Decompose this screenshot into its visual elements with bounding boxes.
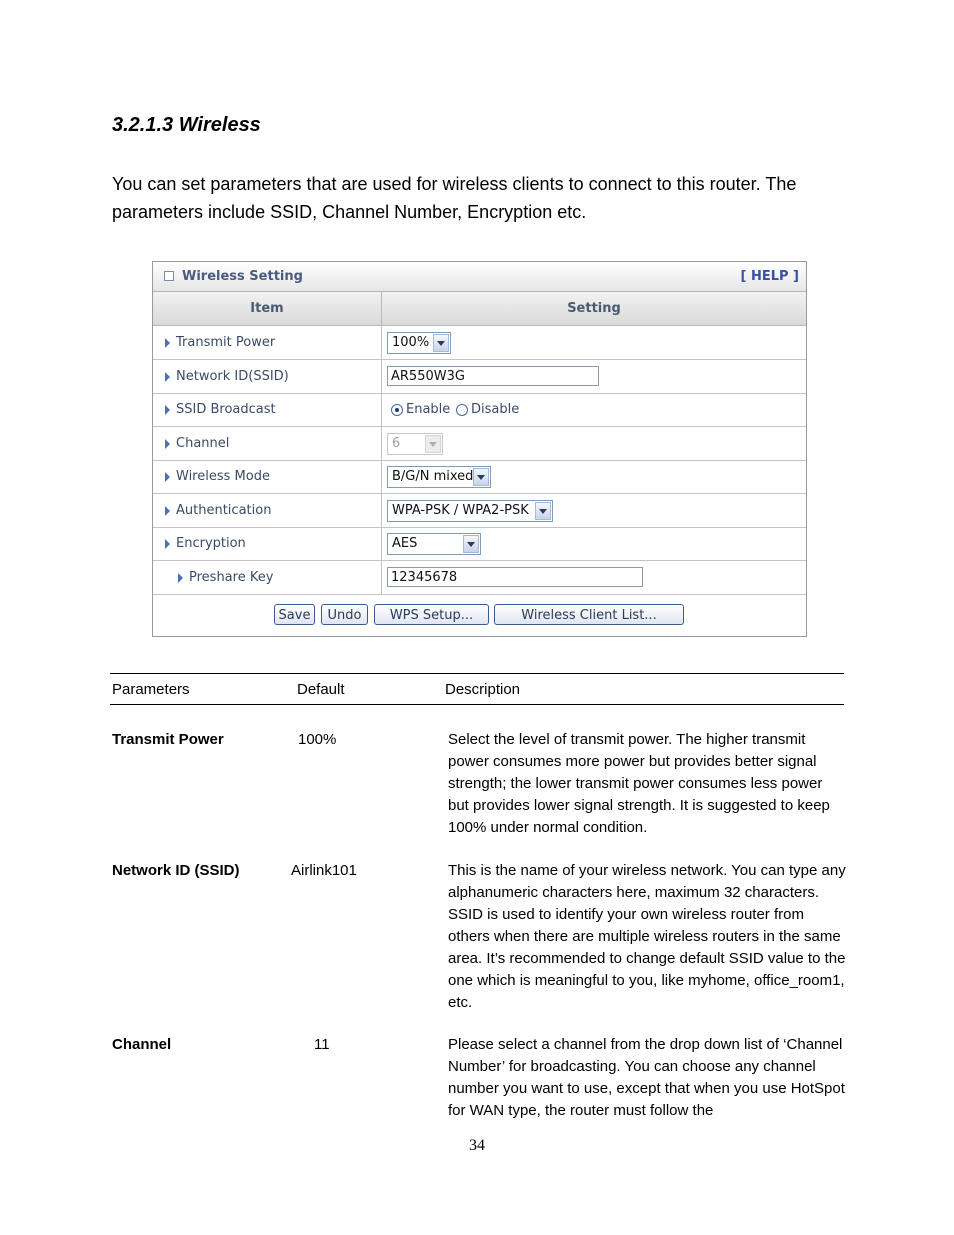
header-default: Default [297, 681, 345, 698]
radio-unselected-icon [456, 404, 468, 416]
preshare-key-input[interactable]: 12345678 [387, 567, 643, 587]
row-label: Network ID(SSID) [176, 368, 289, 384]
row-label: Transmit Power [176, 334, 276, 350]
param-default: 100% [298, 731, 337, 748]
row-encryption [153, 528, 806, 561]
select-value: AES [392, 536, 418, 551]
encryption-select[interactable] [387, 533, 481, 555]
transmit-power-select[interactable] [387, 332, 451, 354]
chevron-down-icon [433, 334, 449, 352]
authentication-select[interactable] [387, 500, 553, 522]
wps-setup-button[interactable]: WPS Setup... [374, 604, 489, 625]
param-name: Channel [112, 1036, 172, 1053]
chevron-down-icon [535, 502, 551, 520]
undo-button[interactable]: Undo [321, 604, 368, 625]
param-name: Network ID (SSID) [112, 862, 240, 879]
param-description: Select the level of transmit power. The higher transmit power consumes more power but provides better signal strength; the lower transmit power consumes less power but provides lower signal strength. It is suggested to keep 100% under normal condition. [448, 731, 830, 836]
param-description: This is the name of your wireless network. You can type any alphanumeric characters here, maximum 32 characters. SSID is used to identify your own wireless router from others when there are multiple wireless routers in the same area. It’s recommended to change default SSID value to the one which is meaningful to you, like myhome, office_room1, etc. [448, 862, 846, 1011]
bullet-arrow-icon [165, 506, 170, 516]
row-preshare-key [153, 561, 806, 595]
param-default: Airlink101 [291, 862, 357, 879]
column-header-setting: Setting [382, 292, 806, 326]
radio-label: Enable [406, 402, 451, 417]
bullet-arrow-icon [165, 539, 170, 549]
panel-header [153, 262, 806, 292]
channel-select [387, 433, 443, 455]
wireless-setting-panel [152, 261, 807, 637]
save-button[interactable]: Save [274, 604, 315, 625]
bullet-arrow-icon [165, 405, 170, 415]
radio-selected-icon [391, 404, 403, 416]
row-ssid [153, 360, 806, 394]
bullet-arrow-icon [165, 372, 170, 382]
intro-paragraph: You can set parameters that are used for wireless clients to connect to this router. The parameters include SSID, Channel Number, Encryption etc. [112, 174, 797, 222]
ssid-input[interactable]: AR550W3G [387, 366, 599, 386]
select-value: 6 [392, 435, 401, 451]
column-header-item: Item [153, 292, 382, 326]
param-description: Please select a channel from the drop down list of ‘Channel Number’ for broadcasting. You can choose any channel number you want to use, except that when you use HotSpot for WAN type, the router must follow the [448, 1036, 845, 1119]
page-number: 34 [469, 1137, 485, 1154]
bullet-arrow-icon [165, 439, 170, 449]
select-value: 100% [392, 334, 430, 350]
wireless-client-list-button[interactable]: Wireless Client List... [494, 604, 684, 625]
header-description: Description [445, 681, 521, 698]
section-heading: 3.2.1.3 Wireless [112, 114, 261, 136]
panel-box-icon [164, 271, 174, 281]
bullet-arrow-icon [165, 472, 170, 482]
radio-label: Disable [471, 402, 520, 417]
select-value: WPA-PSK / WPA2-PSK [392, 502, 529, 518]
chevron-down-icon [425, 435, 441, 453]
button-row [153, 595, 806, 636]
chevron-down-icon [463, 535, 479, 553]
panel-title: Wireless Setting [182, 269, 303, 284]
row-authentication [153, 494, 806, 528]
broadcast-disable-radio[interactable] [456, 402, 519, 417]
row-wireless-mode [153, 461, 806, 494]
help-link[interactable]: [ HELP ] [740, 269, 799, 284]
bullet-arrow-icon [165, 338, 170, 348]
table-header-rule [110, 704, 844, 705]
row-label: Encryption [176, 536, 246, 551]
param-name: Transmit Power [112, 731, 224, 748]
param-default: 11 [314, 1036, 330, 1053]
row-transmit-power [153, 326, 806, 360]
row-label: SSID Broadcast [176, 402, 276, 417]
select-value: B/G/N mixed [392, 469, 474, 484]
row-ssid-broadcast [153, 394, 806, 427]
row-label: Channel [176, 435, 230, 451]
row-label: Preshare Key [189, 569, 274, 585]
row-channel [153, 427, 806, 461]
broadcast-enable-radio[interactable] [391, 402, 450, 417]
bullet-arrow-icon [178, 573, 183, 583]
wireless-mode-select[interactable] [387, 466, 491, 488]
header-parameters: Parameters [112, 681, 190, 698]
table-top-rule [110, 673, 844, 674]
row-label: Wireless Mode [176, 469, 270, 484]
chevron-down-icon [473, 468, 489, 486]
row-label: Authentication [176, 502, 272, 518]
